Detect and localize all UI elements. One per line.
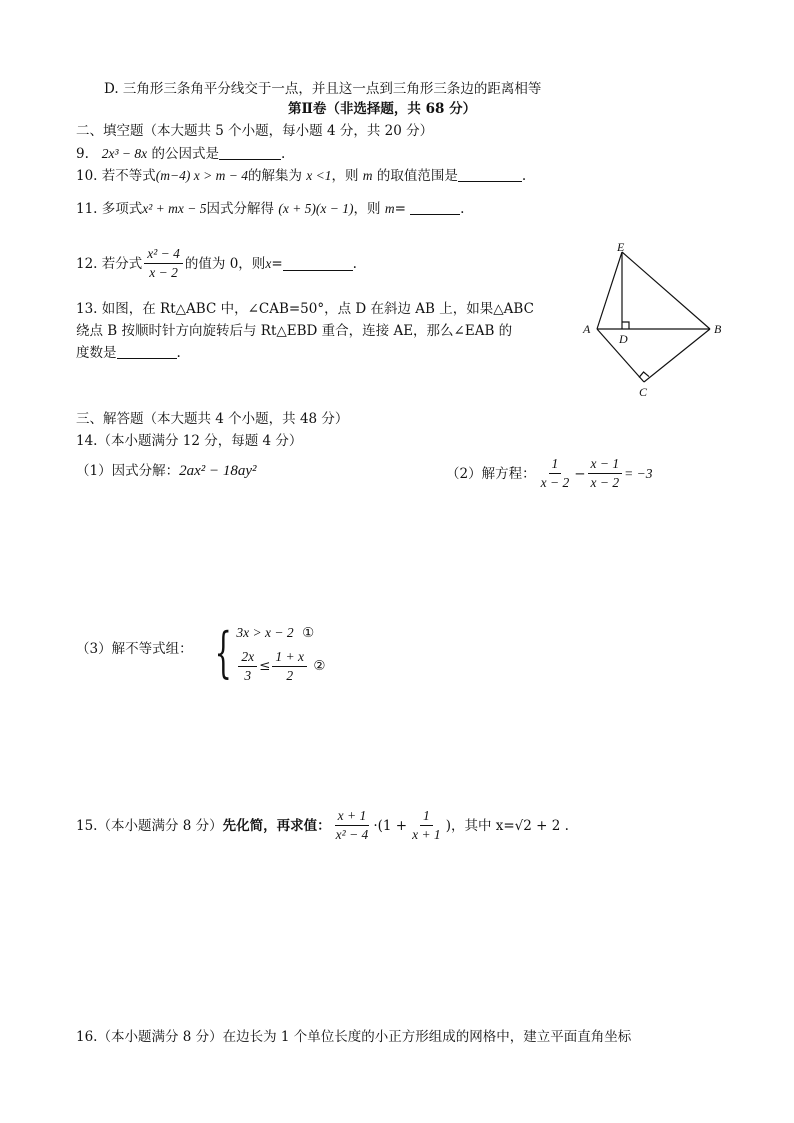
- segment-eb: [622, 252, 710, 329]
- q15-f1-numerator: x + 1: [335, 808, 370, 826]
- q11-answer-blank[interactable]: [410, 200, 460, 215]
- segment-cb: [644, 329, 710, 382]
- system-row-1: [236, 620, 325, 646]
- q14-part2-label: （2）解方程：: [446, 465, 536, 482]
- q13-line2: 绕点 B 按顺时针方向旋转后与 Rt△EBD 重合，连接 AE，那么∠EAB 的: [76, 323, 513, 339]
- q14-part1: [76, 462, 257, 480]
- system-row2-mark: ②: [313, 658, 326, 674]
- q14-part2-fraction1: [538, 456, 573, 491]
- q11-text2: ，则: [353, 201, 381, 217]
- q11-text1: 因式分解得: [206, 201, 275, 217]
- q9-expression: 2x³ − 8x: [101, 146, 148, 161]
- q10-variable: m: [362, 168, 373, 183]
- system-row1-mark: ①: [302, 625, 315, 641]
- q14-part2-f2-denominator: x − 2: [590, 475, 620, 490]
- q11-variable: m: [384, 201, 395, 216]
- q15-paren-open: (1 +: [377, 817, 408, 834]
- q14-part2-f2-numerator: x − 1: [588, 456, 623, 474]
- system-row1-expression: 3x > x − 2: [236, 625, 294, 640]
- q12-variable: x: [265, 255, 272, 271]
- label-c: C: [639, 385, 648, 399]
- q13-line3: [76, 344, 181, 362]
- question-16: 16.（本小题满分 8 分）在边长为 1 个单位长度的小正方形组成的网格中，建立平面直角坐标: [76, 1029, 632, 1045]
- q15-dot: ·: [373, 817, 378, 834]
- q9-number: 9.: [76, 146, 89, 162]
- right-angle-c: [639, 372, 649, 378]
- system-row2-right-numerator: 1 + x: [272, 649, 307, 667]
- q15-paren-close: ): [445, 817, 451, 834]
- system-row2-right-fraction: [272, 649, 307, 684]
- section3-header: 三、解答题（本大题共 4 个小题，共 48 分）: [76, 411, 349, 427]
- segment-ae: [597, 252, 622, 329]
- q11-equals: =: [394, 201, 406, 217]
- label-e: E: [617, 240, 625, 254]
- q15-instruction: 先化简，再求值：: [222, 817, 331, 834]
- q10-text2: ，则: [331, 168, 359, 184]
- q15-f2-numerator: 1: [420, 808, 433, 826]
- q15-tail: ，其中 x=√2 + 2 .: [450, 817, 569, 834]
- q10-inequality: (m−4) x > m − 4: [155, 168, 248, 183]
- option-d: D. 三角形三条角平分线交于一点，并且这一点到三角形三条边的距离相等: [104, 81, 542, 97]
- q14-part3-system: [206, 620, 325, 686]
- question-10: 10. 若不等式(m−4) x > m − 4的解集为 x <1，则 m 的取值范围是 .: [76, 168, 527, 184]
- q14-part2-f1-numerator: 1: [549, 456, 562, 474]
- right-angle-d: [622, 322, 629, 329]
- question-9: 9. 2x³ − 8x 的公因式是 .: [76, 146, 286, 162]
- label-a: A: [583, 322, 591, 336]
- q12-denominator: x − 2: [149, 265, 178, 280]
- q14-part2-fraction2: [588, 456, 623, 491]
- question-15: [76, 808, 569, 843]
- question-12: 12. 若分式 $\frac{\text{x² − 4}}{x - 2}$ 的值为 0，则 x = .: [76, 246, 357, 280]
- q14-part1-expression: 2ax² − 18ay²: [179, 463, 257, 479]
- system-row2-left-denominator: 3: [244, 667, 252, 683]
- q9-text: 的公因式是: [151, 146, 219, 162]
- q13-line3-text: 度数是: [76, 345, 117, 361]
- q11-polynomial: x² + mx − 5: [142, 201, 207, 216]
- q14-part2-rhs: = −3: [624, 465, 653, 481]
- q14-part2-f1-denominator: x − 2: [540, 475, 570, 490]
- q11-factored: (x + 5)(x − 1): [278, 201, 354, 216]
- label-d: D: [619, 332, 628, 346]
- q10-solution: x <1: [306, 168, 332, 183]
- q15-fraction2: [409, 808, 444, 843]
- geometry-figure: [580, 240, 730, 405]
- q12-fraction: [144, 246, 183, 281]
- system-row2-right-denominator: 2: [286, 667, 294, 683]
- q13-answer-blank[interactable]: [117, 344, 177, 359]
- q10-prefix: 10. 若不等式: [76, 168, 156, 184]
- q14-part1-label: （1）因式分解：: [76, 463, 180, 479]
- q15-f1-denominator: x² − 4: [335, 827, 369, 842]
- q15-fraction1: [333, 808, 372, 843]
- q9-answer-blank[interactable]: [219, 145, 281, 160]
- q13-line3-end: .: [176, 345, 181, 361]
- q14-header: 14.（本小题满分 12 分，每题 4 分）: [76, 433, 303, 449]
- q12-answer-blank[interactable]: [283, 256, 353, 271]
- q14-part2: [446, 456, 652, 491]
- q12-prefix: 12. 若分式: [76, 255, 143, 272]
- system-row2-left-numerator: 2x: [238, 649, 257, 667]
- q10-text3: 的取值范围是: [376, 168, 458, 184]
- q10-text1: 的解集为: [247, 168, 302, 184]
- system-row2-operator: ≤: [259, 658, 271, 674]
- system-row2-left-fraction: [238, 649, 257, 684]
- q12-text: 的值为 0，则: [184, 255, 266, 272]
- q11-prefix: 11. 多项式: [76, 201, 143, 217]
- system-brace: {: [214, 621, 232, 684]
- question-11: 11. 多项式x² + mx − 5因式分解得 (x + 5)(x − 1)，则 m= .: [76, 201, 465, 217]
- label-b: B: [714, 322, 722, 336]
- q14-part2-minus: −: [574, 465, 586, 482]
- q13-line1: 13. 如图，在 Rt△ABC 中，∠CAB=50°，点 D 在斜边 AB 上，如果△ABC: [76, 301, 534, 317]
- q12-equals: =: [271, 255, 283, 272]
- part2-title: 第Ⅱ卷（非选择题，共 68 分）: [288, 101, 477, 117]
- q15-header: 15.（本小题满分 8 分）: [76, 817, 223, 834]
- q15-f2-denominator: x + 1: [412, 827, 441, 842]
- section2-header: 二、填空题（本大题共 5 个小题，每小题 4 分，共 20 分）: [76, 123, 434, 139]
- q12-numerator: x² − 4: [144, 246, 183, 264]
- q10-answer-blank[interactable]: [458, 167, 522, 182]
- q14-part3-label: （3）解不等式组：: [76, 641, 193, 657]
- system-row-2: [236, 646, 325, 686]
